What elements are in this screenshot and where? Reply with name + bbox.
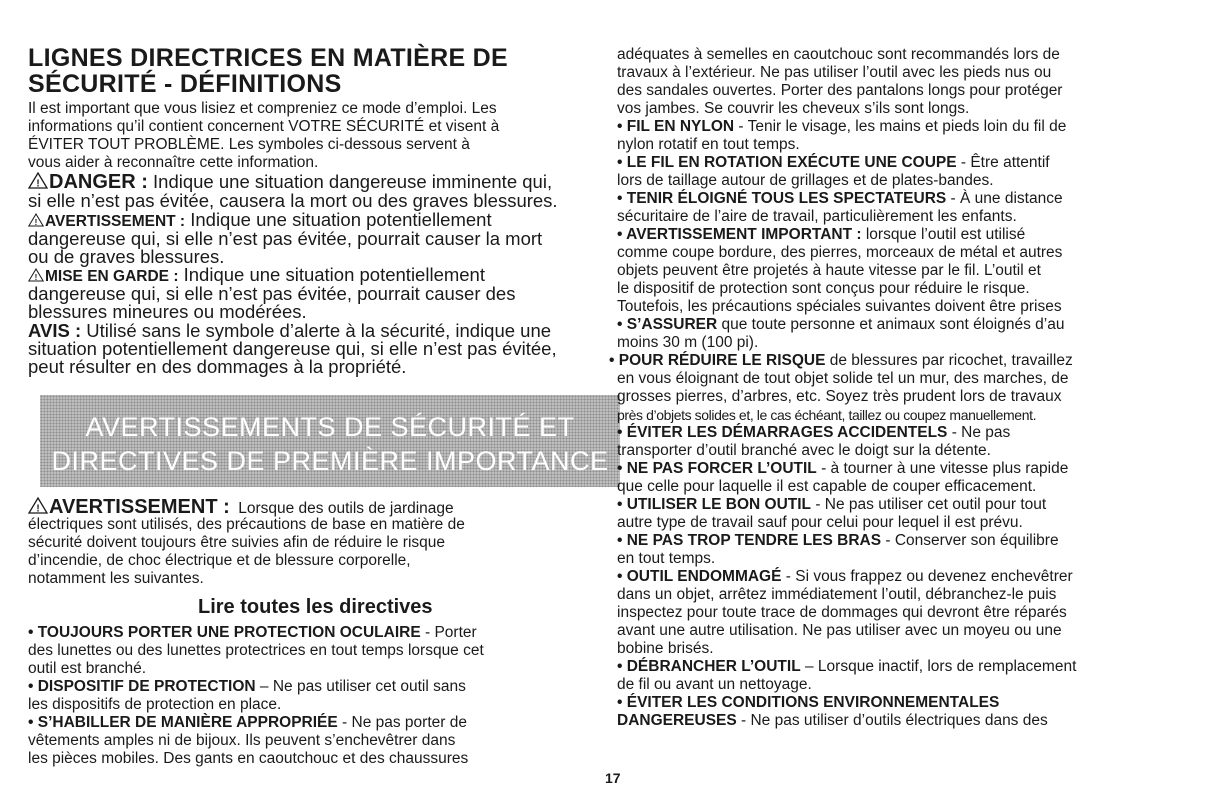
directive-important — [617, 226, 1025, 244]
directive-title: • TENIR ÉLOIGNÉ TOUS LES SPECTATEURS — [617, 190, 947, 207]
directive-assurer — [617, 316, 1064, 334]
directive-text: - Être attentif — [956, 154, 1050, 171]
page-number: 17 — [605, 770, 621, 786]
directive-line: moins 30 m (100 pi). — [617, 334, 759, 351]
directive-line: en tout temps. — [617, 550, 716, 567]
directive-text: – Ne pas utiliser cet outil sans — [255, 678, 466, 695]
directive-line: inspectez pour toute trace de dommages qui devront être réparés — [617, 604, 1067, 621]
directive-line: objets peuvent être projetés à haute vitesse par le fil. L’outil et — [617, 262, 1041, 279]
svg-text:!: ! — [36, 503, 40, 514]
mise-en-garde-text-line3: blessures mineures ou modérées. — [28, 301, 307, 322]
directive-text: - Ne pas porter de — [337, 714, 467, 731]
directive-debrancher — [617, 658, 1076, 676]
danger-text: Indique une situation dangereuse imminente qui, — [153, 171, 553, 192]
directive-line: autre type de travail sauf pour celui pour lequel il est prévu. — [617, 514, 1023, 531]
directive-line: bobine brisés. — [617, 640, 714, 657]
directive-title: • NE PAS TROP TENDRE LES BRAS — [617, 532, 882, 549]
banner-line2: DIRECTIVES DE PREMIÈRE IMPORTANCE — [51, 446, 609, 476]
general-warning-line: d’incendie, de choc électrique et de blessure corporelle, — [28, 552, 411, 569]
directive-title: • POUR RÉDUIRE LE RISQUE — [609, 352, 826, 369]
directive-spectateurs — [617, 190, 1063, 208]
directive-line: en vous éloignant de tout objet solide tel un mur, des marches, de — [617, 370, 1069, 387]
directive-line: nylon rotatif en tout temps. — [617, 136, 800, 153]
general-warning-line: électriques sont utilisés, des précautions de base en matière de — [28, 516, 465, 533]
directive-text: - Porter — [420, 624, 477, 641]
avis-label: AVIS : — [28, 320, 82, 341]
directive-line-condensed: près d’objets solides et, le cas échéant, taillez ou coupez manuellement. — [617, 407, 1037, 423]
warning-triangle-icon — [28, 268, 44, 282]
general-warning-line: sécurité doivent toujours être suivies afin de réduire le risque — [28, 534, 446, 551]
directive-conditions-title: • ÉVITER LES CONDITIONS ENVIRONNEMENTALES — [617, 694, 1000, 711]
directive-line: comme coupe bordure, des pierres, morceaux de métal et autres — [617, 244, 1063, 261]
intro-line: Il est important que vous lisiez et compreniez ce mode d’emploi. Les — [28, 100, 497, 117]
directive-dispositif — [28, 678, 466, 696]
directive-fil-nylon — [617, 118, 1066, 136]
danger-text-line2: si elle n’est pas évitée, causera la mort ou des graves blessures. — [28, 190, 558, 211]
directive-line: dans un objet, arrêtez immédiatement l’outil, débranchez-le puis — [617, 586, 1057, 603]
directive-line: vêtements amples ni de bijoux. Ils peuvent s’enchevêtrer dans — [28, 732, 456, 749]
directive-text: - Ne pas — [947, 424, 1011, 441]
intro-line: vous aider à reconnaître cette information. — [28, 154, 319, 171]
mise-en-garde-text: Indique une situation potentiellement — [183, 264, 485, 285]
directive-title: • DISPOSITIF DE PROTECTION — [28, 678, 256, 695]
directive-ricochet — [609, 352, 1073, 370]
banner-line1: AVERTISSEMENTS DE SÉCURITÉ ET — [85, 412, 575, 442]
svg-text:!: ! — [36, 178, 40, 189]
directive-line: lors de taillage autour de grillages et de plates-bandes. — [617, 172, 994, 189]
danger-label: DANGER : — [49, 171, 148, 193]
directive-line: que celle pour laquelle il est capable de couper efficacement. — [617, 478, 1037, 495]
intro-line: informations qu’il contient concernent VOTRE SÉCURITÉ et visent à — [28, 118, 500, 135]
directive-title: • ÉVITER LES DÉMARRAGES ACCIDENTELS — [617, 424, 948, 441]
mise-en-garde-label: MISE EN GARDE : — [45, 268, 179, 285]
svg-text:!: ! — [34, 272, 38, 282]
directive-text: - Si vous frappez ou devenez enchevêtrer — [781, 568, 1073, 585]
directive-text: lorsque l’outil est utilisé — [861, 226, 1026, 243]
general-warning-text: Lorsque des outils de jardinage — [238, 500, 454, 517]
directive-line: les pièces mobiles. Des gants en caoutchouc et des chaussures — [28, 750, 469, 767]
directive-line: outil est branché. — [28, 660, 147, 677]
directive-line: des lunettes ou des lunettes protectrices en tout temps lorsque cet — [28, 642, 484, 659]
directive-title: • TOUJOURS PORTER UNE PROTECTION OCULAIRE — [28, 624, 421, 641]
avis-text-line3: peut résulter en des dommages à la propriété. — [28, 356, 407, 377]
avertissement-text-line2: dangereuse qui, si elle n’est pas évitée, pourrait causer la mort — [28, 228, 543, 249]
directive-title: • LE FIL EN ROTATION EXÉCUTE UNE COUPE — [617, 154, 957, 171]
directives-subtitle: Lire toutes les directives — [198, 596, 433, 618]
directive-title: • S’ASSURER — [617, 316, 718, 333]
directive-conditions — [617, 712, 1048, 730]
directive-habiller — [28, 714, 467, 732]
general-warning-label: AVERTISSEMENT : — [49, 496, 230, 518]
directive-text: – Lorsque inactif, lors de remplacement — [800, 658, 1077, 675]
directive-line: transporter d’outil branché avec le doigt sur la détente. — [617, 442, 991, 459]
avis-text-line2: situation potentiellement dangereuse qui, si elle n’est pas évitée, — [28, 338, 557, 359]
directive-title: • DÉBRANCHER L’OUTIL — [617, 658, 801, 675]
definitions-title-line2: SÉCURITÉ - DÉFINITIONS — [28, 70, 342, 98]
directive-title: • S’HABILLER DE MANIÈRE APPROPRIÉE — [28, 714, 338, 731]
directive-demarrages — [617, 424, 1010, 442]
directive-line: grosses pierres, d’arbres, etc. Soyez très prudent lors de travaux — [617, 388, 1062, 405]
warning-triangle-icon — [28, 172, 48, 189]
directive-line: adéquates à semelles en caoutchouc sont recommandés lors de — [617, 46, 1060, 63]
directive-line: avant une autre utilisation. Ne pas utiliser avec un moyeu ou une — [617, 622, 1062, 639]
directive-title: • FIL EN NYLON — [617, 118, 735, 135]
svg-text:!: ! — [34, 217, 38, 227]
directive-text: - Ne pas utiliser d’outils électriques dans des — [736, 712, 1048, 729]
directive-text: - Tenir le visage, les mains et pieds loin du fil de — [734, 118, 1067, 135]
directive-line: des sandales ouvertes. Porter des pantalons longs pour protéger — [617, 82, 1063, 99]
directive-fil-rotation — [617, 154, 1050, 172]
directive-text: - Ne pas utiliser cet outil pour tout — [811, 496, 1047, 513]
directive-title: • AVERTISSEMENT IMPORTANT : — [617, 226, 862, 243]
directive-text: que toute personne et animaux sont éloignés d’au — [717, 316, 1065, 333]
directive-bon-outil — [617, 496, 1046, 514]
definitions-title-line1: LIGNES DIRECTRICES EN MATIÈRE DE — [28, 44, 509, 72]
mise-en-garde-text-line2: dangereuse qui, si elle n’est pas évitée, pourrait causer des — [28, 283, 516, 304]
directive-title: DANGEREUSES — [617, 712, 737, 729]
directive-title: • UTILISER LE BON OUTIL — [617, 496, 812, 513]
directive-bras — [617, 532, 1059, 550]
important-safety-banner — [40, 395, 620, 487]
directive-forcer — [617, 460, 1068, 478]
directive-line: les dispositifs de protection en place. — [28, 696, 282, 713]
avertissement-label: AVERTISSEMENT : — [45, 213, 186, 230]
directive-line: Toutefois, les précautions spéciales suivantes doivent être prises — [617, 298, 1062, 315]
avertissement-text: Indique une situation potentiellement — [190, 209, 492, 230]
directive-line: le dispositif de protection sont conçus pour réduire le risque. — [617, 280, 1030, 297]
directive-title: • OUTIL ENDOMMAGÉ — [617, 568, 782, 585]
avis-text: Utilisé sans le symbole d’alerte à la sécurité, indique une — [86, 320, 552, 341]
avertissement-text-line3: ou de graves blessures. — [28, 246, 225, 267]
directive-endommage — [617, 568, 1073, 586]
directive-line: vos jambes. Se couvrir les cheveux s’ils sont longs. — [617, 100, 970, 117]
directive-oculaire — [28, 624, 477, 642]
directive-text: de blessures par ricochet, travaillez — [825, 352, 1073, 369]
intro-line: ÉVITER TOUT PROBLÈME. Les symboles ci-dessous servent à — [28, 136, 470, 153]
directive-line: travaux à l’extérieur. Ne pas utiliser l’outil avec les pieds nus ou — [617, 64, 1052, 81]
directive-text: - À une distance — [946, 190, 1063, 207]
directive-text: - Conserver son équilibre — [881, 532, 1059, 549]
directive-line: de fil ou avant un nettoyage. — [617, 676, 812, 693]
directive-title: • NE PAS FORCER L’OUTIL — [617, 460, 817, 477]
warning-triangle-icon — [28, 497, 48, 514]
warning-triangle-icon — [28, 213, 44, 227]
directive-text: - à tourner à une vitesse plus rapide — [816, 460, 1069, 477]
directive-line: sécuritaire de l’aire de travail, particulièrement les enfants. — [617, 208, 1017, 225]
general-warning-line: notamment les suivantes. — [28, 570, 204, 587]
